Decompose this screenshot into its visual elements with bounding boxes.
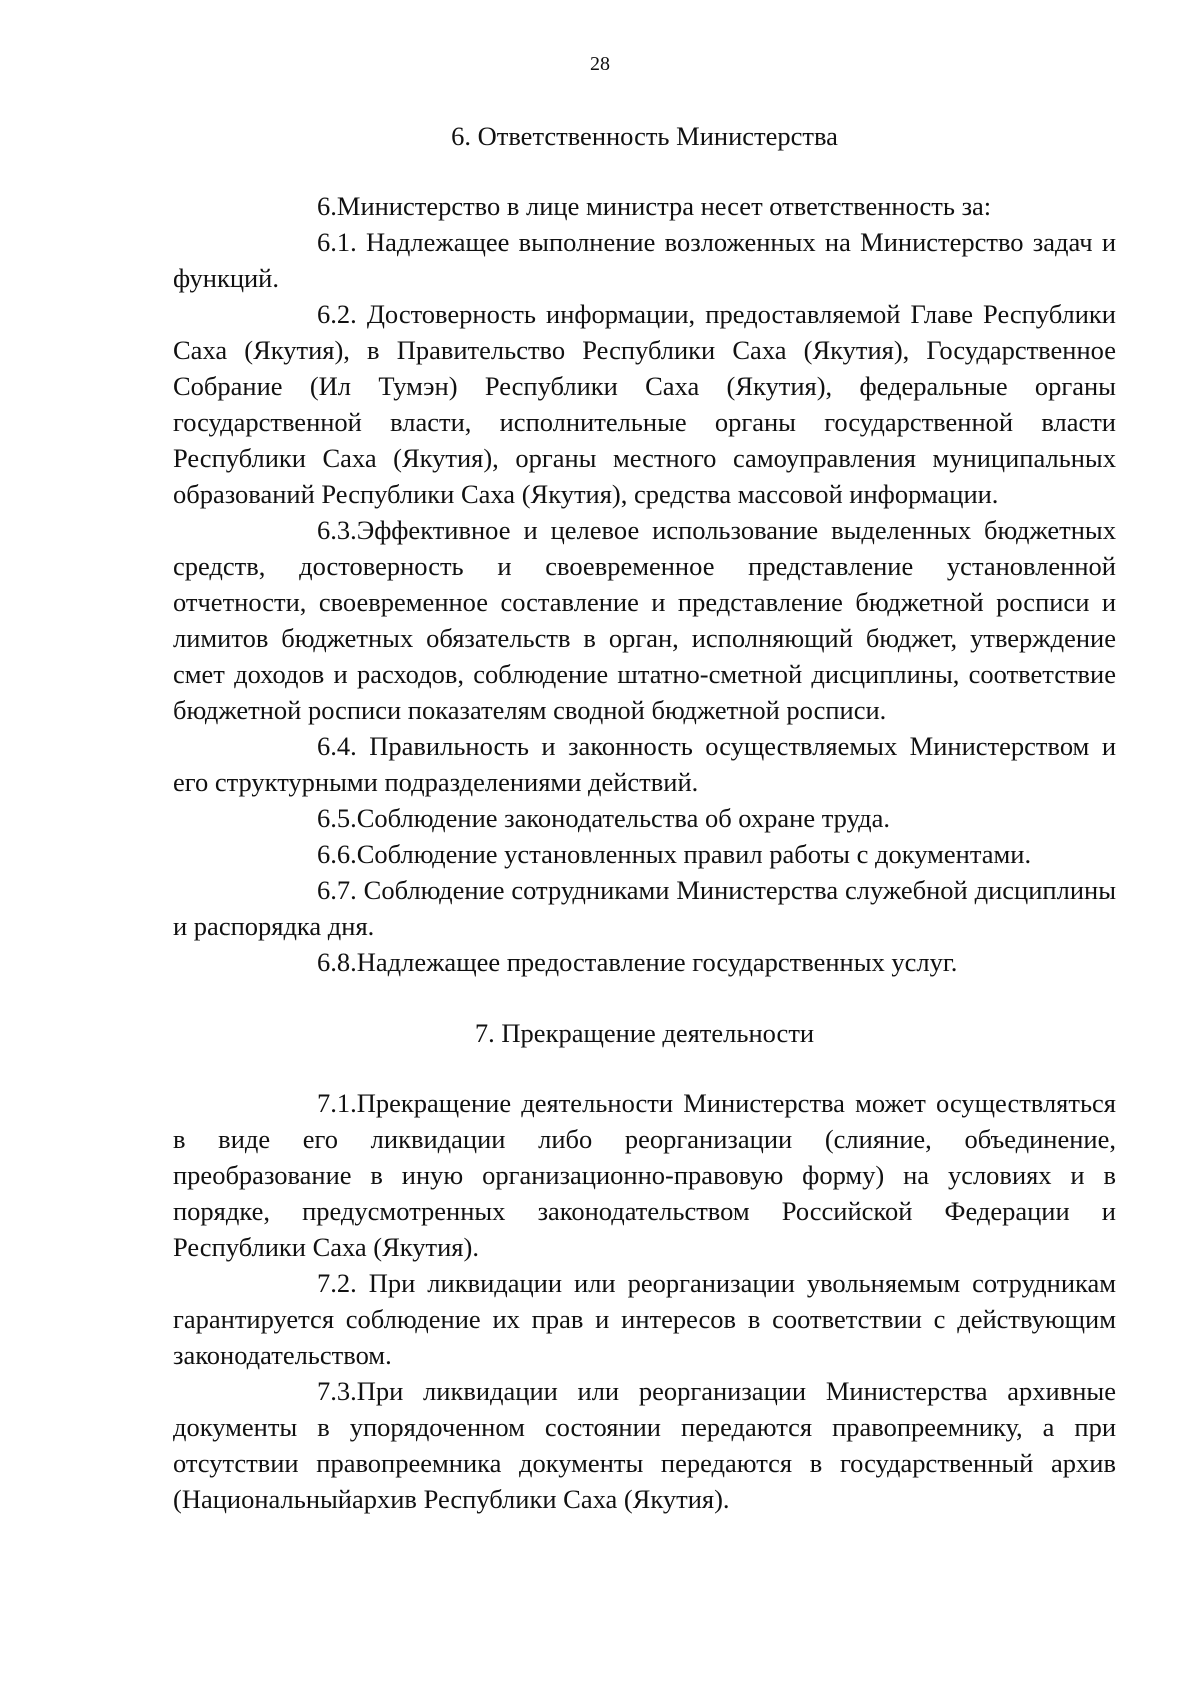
clause-text: Правильность и законность осуществляемых Министерством и его структурными подразделениями действий. bbox=[173, 731, 1117, 797]
clause-text: Соблюдение установленных правил работы с документами. bbox=[356, 839, 1032, 869]
clause-7-3 bbox=[173, 1373, 1116, 1517]
clause-number: 7.2. bbox=[317, 1268, 357, 1298]
clause-6-8 bbox=[173, 944, 1116, 980]
clause-number: 6.6. bbox=[317, 839, 357, 869]
clause-number: 6.5. bbox=[317, 803, 357, 833]
clause-text: Эффективное и целевое использование выделенных бюджетных средств, достоверность и своевременное представление установленной отчетности, своевременное составление и представление бюджетной росписи и лимитов бюджетных обязательств в орган, исполняющий бюджет, утверждение смет доходов и расходов, соблюдение штатно-сметной дисциплины, соответствие бюджетной росписи показателям сводной бюджетной росписи. bbox=[173, 515, 1116, 725]
clause-text: При ликвидации или реорганизации Министерства архивные документы в упорядоченном состоянии передаются правопреемнику, а при отсутствии правопреемника документы передаются в государственный архив (Национальныйархив Республики Саха (Якутия). bbox=[173, 1376, 1116, 1514]
clause-6-6 bbox=[173, 836, 1116, 872]
clause-text: Соблюдение законодательства об охране труда. bbox=[356, 803, 890, 833]
page-number: 28 bbox=[590, 53, 610, 75]
clause-number: 6.8. bbox=[317, 947, 357, 977]
clause-text: Министерство в лице министра несет ответственность за: bbox=[336, 191, 992, 221]
clause-number: 6.7. bbox=[317, 875, 357, 905]
clause-text: Достоверность информации, предоставляемой Главе Республики Саха (Якутия), в Правительство Республики Саха (Якутия), Государственное Собрание (Ил Тумэн) Республики Саха (Якутия), федеральные органы государственной власти, исполнительные органы государственной власти Республики Саха (Якутия), органы местного самоуправления муниципальных образований Республики Саха (Якутия), средства массовой информации. bbox=[173, 299, 1116, 509]
document-body bbox=[173, 118, 1116, 1517]
clause-number: 7.3. bbox=[317, 1376, 357, 1406]
clause-number: 6.4. bbox=[317, 731, 357, 761]
clause-6-1 bbox=[173, 224, 1116, 296]
clause-text: При ликвидации или реорганизации увольняемым сотрудникам гарантируется соблюдение их прав и интересов в соответствии с действующим законодательством. bbox=[173, 1268, 1116, 1370]
clause-6-5 bbox=[173, 800, 1116, 836]
clause-number: 6. bbox=[317, 191, 337, 221]
clause-7-2 bbox=[173, 1265, 1116, 1373]
clause-7-1 bbox=[173, 1085, 1116, 1265]
section-6-heading: 6. Ответственность Министерства bbox=[451, 121, 838, 151]
clause-number: 6.3. bbox=[317, 515, 357, 545]
clause-number: 7.1. bbox=[317, 1088, 357, 1118]
section-7-heading: 7. Прекращение деятельности bbox=[474, 1018, 815, 1048]
clause-number: 6.2. bbox=[317, 299, 357, 329]
clause-6-7 bbox=[173, 872, 1116, 944]
clause-text: Надлежащее выполнение возложенных на Министерство задач и функций. bbox=[173, 227, 1116, 293]
clause-text: Надлежащее предоставление государственных услуг. bbox=[356, 947, 958, 977]
clause-6-4 bbox=[173, 728, 1116, 800]
clause-number: 6.1. bbox=[317, 227, 357, 257]
clause-text: Соблюдение сотрудниками Министерства служебной дисциплины и распорядка дня. bbox=[173, 875, 1116, 941]
clause-6-3 bbox=[173, 512, 1116, 728]
clause-6 bbox=[173, 188, 1116, 224]
clause-6-2 bbox=[173, 296, 1116, 512]
clause-text: Прекращение деятельности Министерства может осуществляться в виде его ликвидации либо реорганизации (слияние, объединение, преобразование в иную организационно-правовую форму) на условиях и в порядке, предусмотренных законодательством Российской Федерации и Республики Саха (Якутия). bbox=[173, 1088, 1116, 1262]
